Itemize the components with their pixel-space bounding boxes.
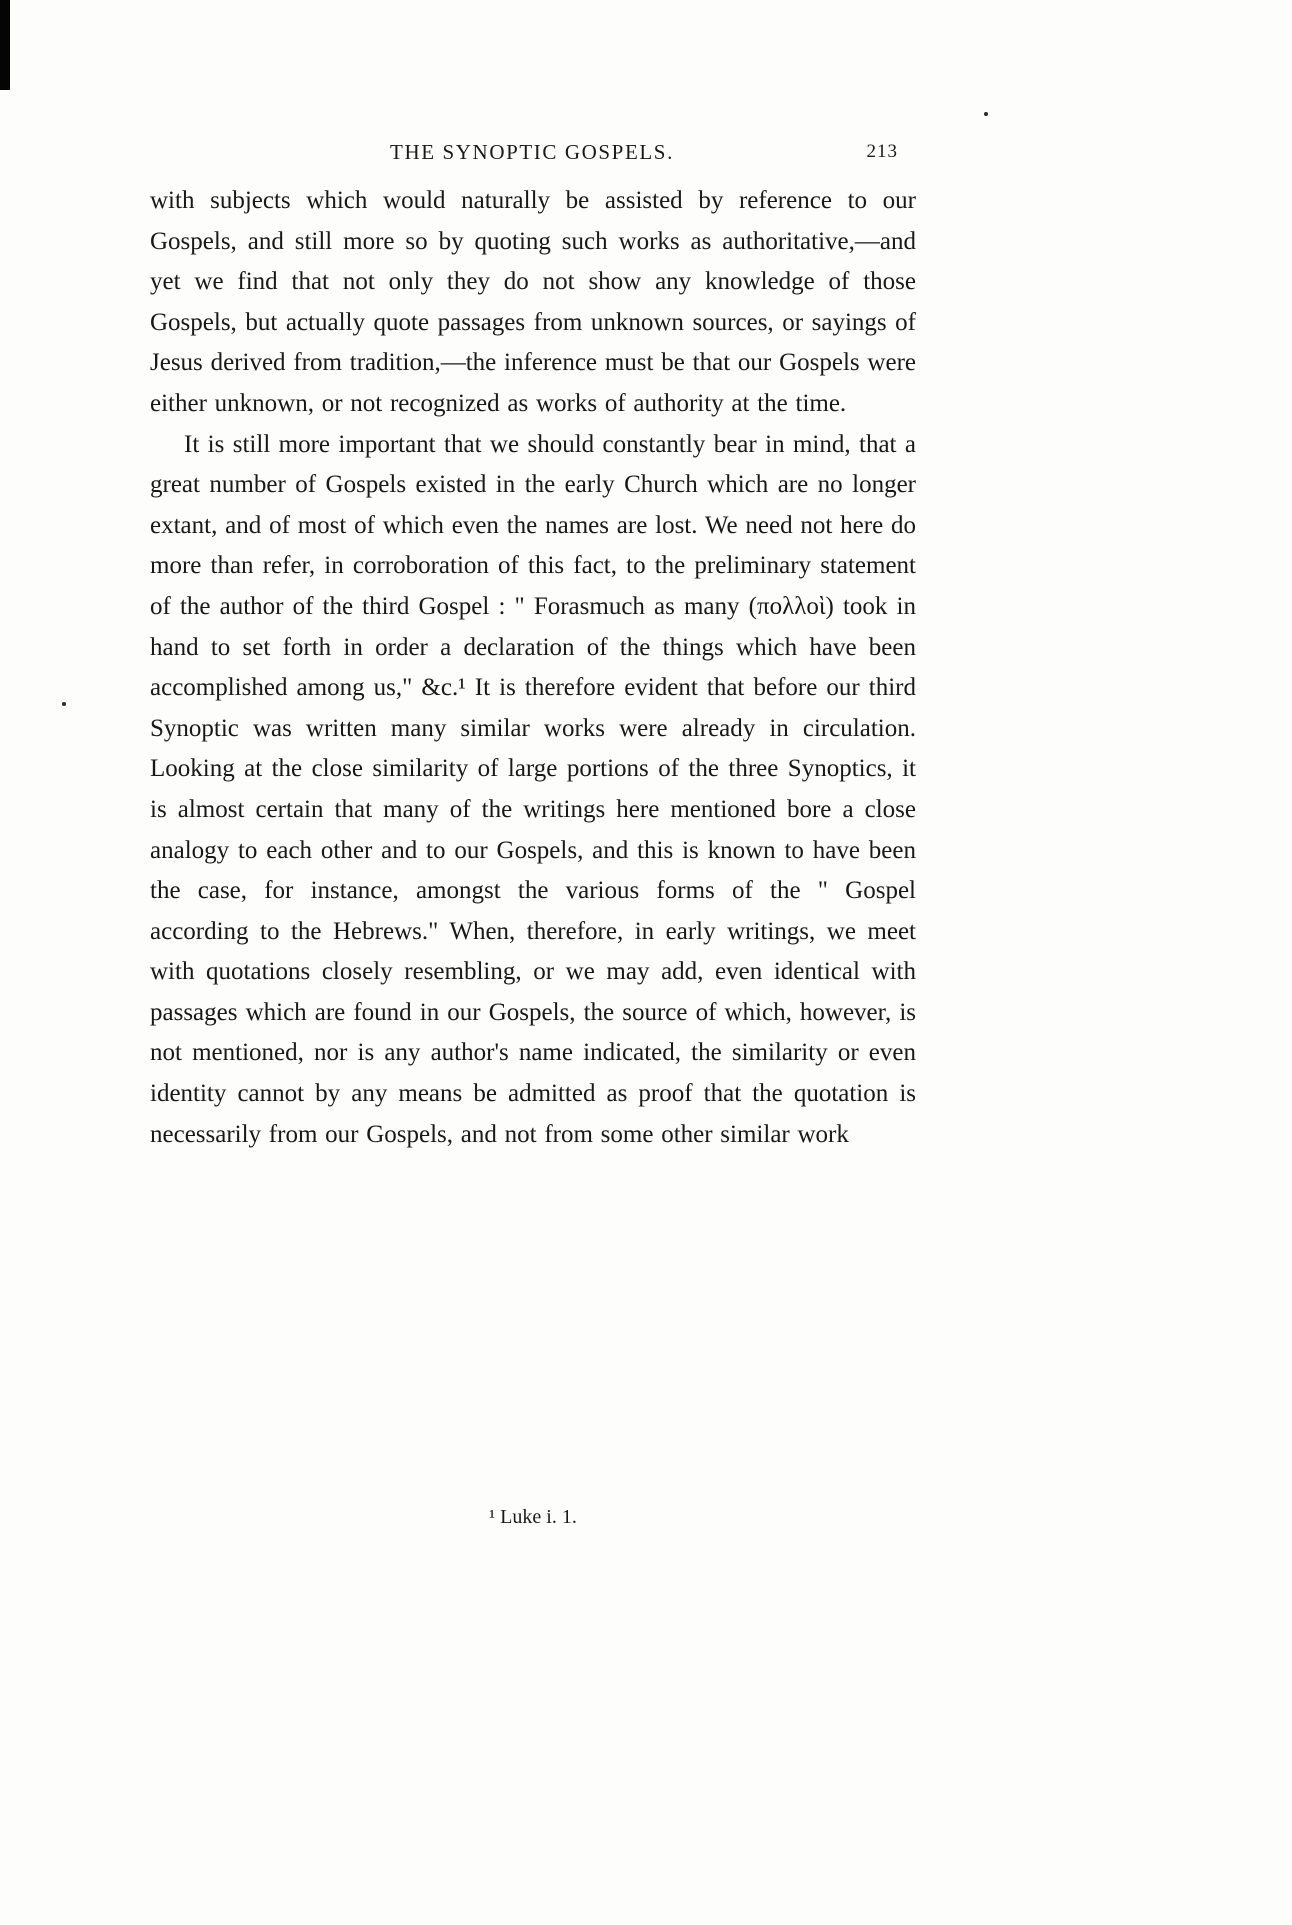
paragraph: with subjects which would naturally be assisted by reference to our Gospels, and still more so by quoting such works as authoritative,—and yet we find that not only they do not show any knowledge of those Gospels, but actually quote passages from unknown sources, or sayings of Jesus derived from tradition,—the inference must be that our Gospels were either unknown, or not recognized as works of authority at the time. <box>150 187 916 417</box>
running-head <box>150 140 914 170</box>
footnote: ¹ Luke i. 1. <box>489 1506 577 1528</box>
page-title: THE SYNOPTIC GOSPELS. <box>390 140 674 164</box>
body-text-block <box>150 181 916 1155</box>
scan-speck <box>62 702 66 706</box>
scan-artifact-bar <box>0 0 10 90</box>
paragraph: It is still more important that we should constantly bear in mind, that a great number of Gospels existed in the early Church which are no longer extant, and of most of which even the names are lost. We need not here do more than refer, in corroboration of this fact, to the preliminary statement of the author of the third Gospel : " Forasmuch as many (πολλοὶ) took in hand to set forth in order a declaration of the things which have been accomplished among us," &c.¹ It is therefore evident that before our third Synoptic was written many similar works were already in circulation. Looking at the close similarity of large portions of the three Synoptics, it is almost certain that many of the writings here mentioned bore a close analogy to each other and to our Gospels, and this is known to have been the case, for instance, amongst the various forms of the " Gospel according to the Hebrews." When, therefore, in early writings, we meet with quotations closely resembling, or we may add, even identical with passages which are found in our Gospels, the source of which, however, is not mentioned, nor is any author's name indicated, the similarity or even identity cannot by any means be admitted as proof that the quotation is necessarily from our Gospels, and not from some other similar work <box>150 430 916 1148</box>
scan-speck <box>984 112 988 116</box>
page-number: 213 <box>866 141 898 162</box>
